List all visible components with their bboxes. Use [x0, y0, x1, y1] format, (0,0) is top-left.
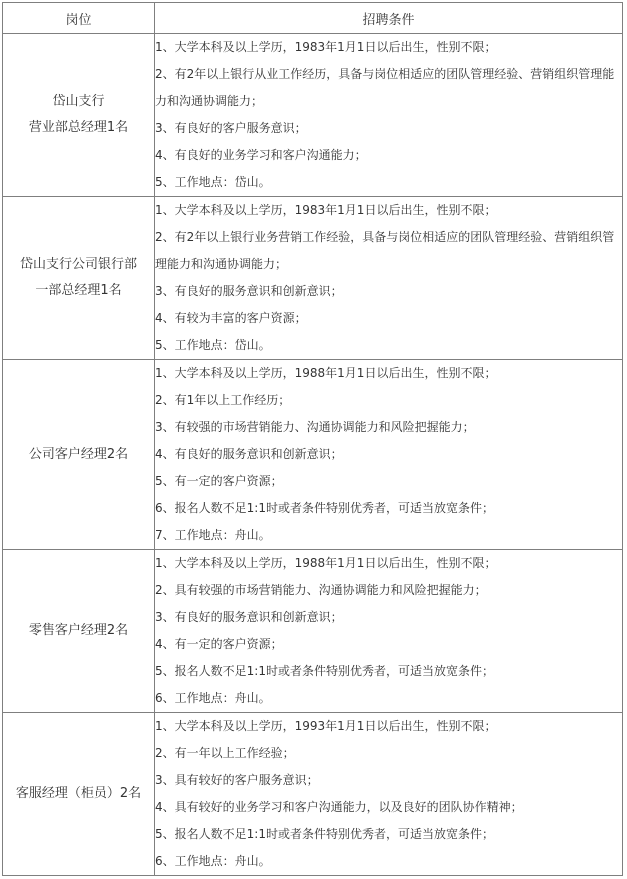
table-header-row: [3, 3, 623, 34]
requirement-item: 3、具有较好的客户服务意识；: [155, 773, 319, 787]
requirements-cell: [155, 197, 623, 360]
requirement-item: 6、工作地点：舟山。: [155, 691, 271, 705]
requirement-item: 2、有2年以上银行从业工作经历，具备与岗位相适应的团队管理经验、营销组织管理能力和沟通协调能力；: [155, 67, 615, 108]
requirement-item: 4、有良好的服务意识和创新意识；: [155, 447, 343, 461]
requirement-item: 3、有良好的服务意识和创新意识；: [155, 284, 343, 298]
requirement-item: 3、有良好的服务意识和创新意识；: [155, 610, 343, 624]
requirement-item: 6、报名人数不足1:1时或者条件特别优秀者，可适当放宽条件；: [155, 501, 494, 515]
position-name: 公司客户经理2名: [28, 446, 129, 462]
table-row: [3, 550, 623, 713]
position-name: 岱山支行公司银行部: [19, 257, 137, 272]
requirement-item: 6、工作地点：舟山。: [155, 854, 271, 868]
requirement-item: 2、有一年以上工作经验；: [155, 746, 295, 760]
requirement-item: 2、有2年以上银行业务营销工作经验，具备与岗位相适应的团队管理经验、营销组织管理能力和沟通协调能力；: [155, 230, 615, 271]
requirement-item: 5、有一定的客户资源；: [155, 474, 283, 488]
requirements-cell: [155, 360, 623, 550]
requirement-item: 5、报名人数不足1:1时或者条件特别优秀者，可适当放宽条件；: [155, 664, 494, 678]
header-requirements: 招聘条件: [155, 3, 623, 34]
requirement-item: 5、工作地点：岱山。: [155, 175, 271, 189]
position-cell: [3, 360, 155, 550]
position-cell: [3, 550, 155, 713]
position-cell: [3, 34, 155, 197]
requirement-item: 1、大学本科及以上学历，1988年1月1日以后出生，性别不限；: [155, 366, 497, 380]
requirement-item: 5、报名人数不足1:1时或者条件特别优秀者，可适当放宽条件；: [155, 827, 494, 841]
table-row: [3, 34, 623, 197]
position-name: 一部总经理1名: [35, 283, 122, 298]
header-position: 岗位: [3, 3, 155, 34]
requirement-item: 1、大学本科及以上学历，1993年1月1日以后出生，性别不限；: [155, 719, 497, 733]
requirement-item: 3、有较强的市场营销能力、沟通协调能力和风险把握能力；: [155, 420, 475, 434]
requirement-item: 4、有良好的业务学习和客户沟通能力；: [155, 148, 367, 162]
requirement-item: 4、有较为丰富的客户资源；: [155, 311, 307, 325]
position-cell: [3, 197, 155, 360]
recruitment-table: [2, 2, 623, 876]
requirement-item: 3、有良好的客户服务意识；: [155, 121, 307, 135]
requirement-item: 1、大学本科及以上学历，1983年1月1日以后出生，性别不限；: [155, 203, 497, 217]
requirements-cell: [155, 713, 623, 876]
requirement-item: 7、工作地点：舟山。: [155, 528, 271, 542]
requirement-item: 5、工作地点：岱山。: [155, 338, 271, 352]
position-name: 客服经理（柜员）2名: [15, 786, 142, 801]
requirements-cell: [155, 550, 623, 713]
table-row: [3, 713, 623, 876]
requirement-item: 4、有一定的客户资源；: [155, 637, 283, 651]
position-cell: [3, 713, 155, 876]
position-name: 岱山支行: [52, 94, 105, 109]
requirement-item: 2、有1年以上工作经历；: [155, 393, 291, 407]
table-row: [3, 197, 623, 360]
requirement-item: 4、具有较好的业务学习和客户沟通能力，以及良好的团队协作精神；: [155, 800, 523, 814]
position-name: 零售客户经理2名: [28, 623, 129, 638]
position-name: 营业部总经理1名: [28, 120, 129, 135]
requirement-item: 1、大学本科及以上学历，1983年1月1日以后出生，性别不限；: [155, 40, 497, 54]
requirements-cell: [155, 34, 623, 197]
requirement-item: 2、具有较强的市场营销能力、沟通协调能力和风险把握能力；: [155, 583, 487, 597]
requirement-item: 1、大学本科及以上学历，1988年1月1日以后出生，性别不限；: [155, 556, 497, 570]
table-row: [3, 360, 623, 550]
